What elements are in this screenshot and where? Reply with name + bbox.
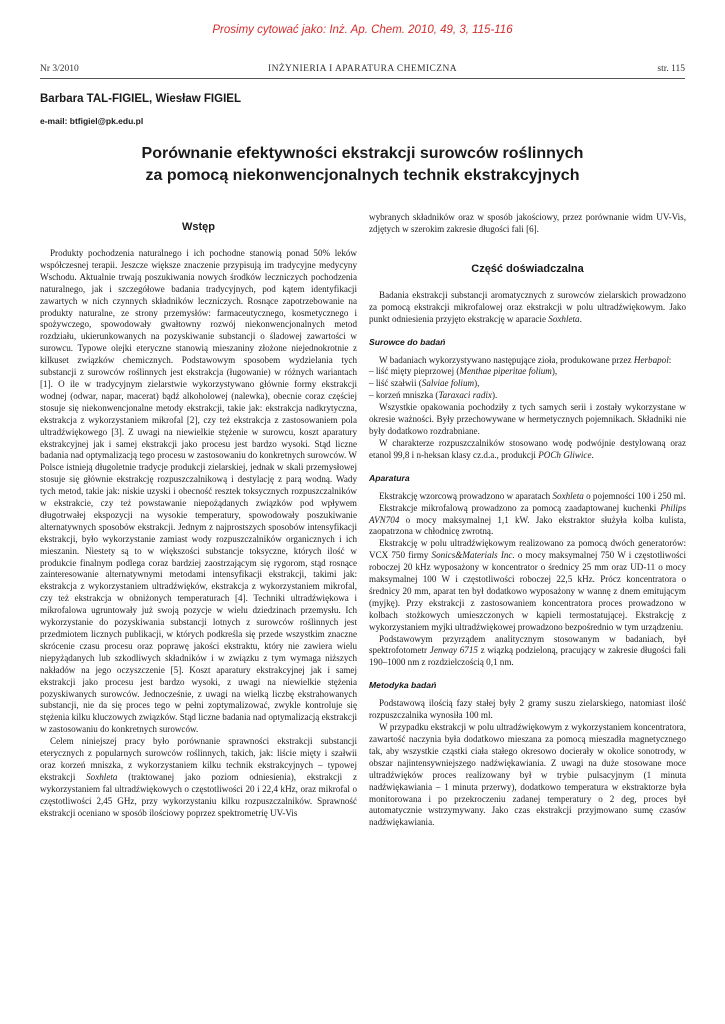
methodology-paragraph-1: Podstawową ilością fazy stałej były 2 gramy suszu zielarskiego, natomiast ilość rozpuszczalnika wynosiła 100 ml. bbox=[369, 698, 686, 721]
list-item: – liść szałwii (Salviae folium), bbox=[369, 378, 480, 389]
apparatus-paragraph-1: Ekstrakcję wzorcową prowadzono w aparatach Soxhleta o pojemności 100 i 250 ml. bbox=[379, 490, 686, 501]
author-email[interactable]: e-mail: btfigiel@pk.edu.pl bbox=[40, 116, 144, 126]
apparatus-paragraph-2: Ekstrakcje mikrofalową prowadzono za pomocą zaadaptowanej kuchenki Philips AVN704 o mocy maksymalnej 1,1 kW. Jako ekstraktor służyła kolba kulista, zaopatrzona w chłodnicę zwrotną. bbox=[369, 502, 686, 537]
subheading-materials: Surowce do badań bbox=[369, 336, 446, 347]
page-number: str. 115 bbox=[657, 64, 685, 74]
list-item: – korzeń mniszka (Taraxaci radix). bbox=[369, 390, 498, 401]
citation-note: Prosimy cytować jako: Inż. Ap. Chem. 2010, 49, 3, 115-116 bbox=[212, 24, 513, 36]
running-header bbox=[40, 64, 685, 78]
left-column bbox=[40, 212, 357, 820]
apparatus-paragraph-4: Podstawowym przyrządem analitycznym stosowanym w badaniach, był spektrofotometr Jenway 6715 z wiązką podzieloną, pracujący w zakresie długości fali 190–1000 nm z rozdzielczością 0,1 nm. bbox=[369, 633, 687, 668]
soxhlet-term: Soxhleta bbox=[86, 771, 118, 782]
experimental-paragraph: Badania ekstrakcji substancji aromatycznych z surowców zielarskich prowadzono za pomocą ekstrakcji mikrofalowej oraz ekstrakcji w polu ultradźwiękowym. Jako punkt odniesienia przyjęto ekstrakcję w aparacie Soxhleta. bbox=[369, 289, 686, 324]
subheading-methodology: Metodyka badań bbox=[369, 680, 437, 691]
authors: Barbara TAL-FIGIEL, Wiesław FIGIEL bbox=[40, 93, 241, 105]
producer-name: Herbapol bbox=[633, 354, 669, 365]
packaging-paragraph: Wszystkie opakowania pochodziły z tych samych serii i zostały wykorzystane w okresie ważności. Były przechowywane w hermetycznych pojemnikach. Składniki nie były dodatkowo rozdrabniane. bbox=[369, 402, 686, 436]
continued-paragraph: wybranych składników oraz w sposób jakościowy, przez porównanie widm UV-Vis, zdjętych w szerokim zakresie długości fali [6]. bbox=[369, 212, 686, 234]
intro-paragraph-2: Celem niniejszej pracy było porównanie sprawności ekstrakcji substancji eterycznych z popularnych surowców roślinnych, takich, jak: liście mięty i szałwii oraz korzeń mniszka, z wykorzystaniem kilku technik ekstrakcyjnych – typowej ekstrakcji Soxhleta (traktowanej jako poziom odniesienia), ekstrakcji z wykorzystaniem fal ultradźwiękowych o częstotliwości 20 i 22,4 kHz, oraz mikrofal o częstotliwości 2,45 GHz, przy wykorzystaniu kilku rozpuszczalników. Sprawność ekstrakcji oceniano w sposób ilościowy poprzez spektrometrię UV-Vis bbox=[40, 736, 357, 818]
soxhlet-term: Soxhleta bbox=[548, 313, 580, 324]
title-line-1: Porównanie efektywności ekstrakcji surowców roślinnych bbox=[141, 145, 584, 162]
header-rule bbox=[40, 78, 685, 79]
subheading-apparatus: Aparatura bbox=[369, 472, 410, 483]
solvents-paragraph: W charakterze rozpuszczalników stosowano wodę podwójnie destylowaną oraz etanol 99,8 i n-heksan klasy cz.d.a., produkcji POCh Gliwice. bbox=[369, 437, 686, 460]
supplier-name: POCh Gliwice bbox=[538, 449, 592, 460]
materials-intro: W badaniach wykorzystywano następujące zioła, produkowane przez Herbapol: bbox=[379, 354, 672, 365]
methodology-paragraph-2: W przypadku ekstrakcji w polu ultradźwiękowym z wykorzystaniem koncentratora, zawartość naczynia była dodatkowo mieszana za pomocą mieszadła magnetycznego tak, aby wszystkie cząstki ciała stałego okresowo docierały w okolice sonotrody, w obszar najintensywniejszego nadźwiękawiania. Z uwagi na duże stosowane moce ultradźwięków proces realizowany był w trybie pulsacyjnym (1 minuta nadźwiękawiania – 1 minuta przerwy), dodatkowo temperatura w ekstraktorze była monitorowana i po przekroczeniu zadanej temperatury o 2 deg, proces był automatycznie wstrzymywany. Jako czas ekstrakcji przyjmowano sumę czasów nadźwiękawiania. bbox=[369, 722, 686, 828]
herb-list bbox=[369, 366, 686, 402]
section-heading-introduction: Wstęp bbox=[182, 221, 215, 233]
journal-name: INŻYNIERIA I APARATURA CHEMICZNA bbox=[268, 64, 457, 74]
apparatus-paragraph-3: Ekstrakcję w polu ultradźwiękowym realizowano za pomocą dwóch generatorów: VCX 750 firmy Sonics&Materials Inc. o mocy maksymalnej 750 W i częstotliwości roboczej 20 kHz wyposażony w koncentrator o średnicy 25 mm oraz UD-11 o mocy maksymalnej 100 W i częstotliwości roboczej 22,5 kHz. Prócz koncentratora o średnicy 20 mm, aparat ten był dodatkowo wyposażony w wannę z dnem emitującym (myjkę). Przy ekstrakcji z zastosowaniem koncentratora proces prowadzono w kolbach stożkowych umieszczonych w kąpieli termostatującej. Ekstrakcję z wykorzystaniem myjki ultradźwiękowej prowadzono bezpośrednio w tym urządzeniu. bbox=[369, 538, 686, 632]
list-item: – liść mięty pieprzowej (Menthae piperitae folium), bbox=[369, 366, 558, 377]
title-line-2: za pomocą niekonwencjonalnych technik ekstrakcyjnych bbox=[145, 167, 580, 184]
paper-title bbox=[60, 143, 665, 187]
section-heading-experimental: Część doświadczalna bbox=[471, 262, 584, 275]
right-column bbox=[369, 212, 686, 829]
intro-paragraph-1: Produkty pochodzenia naturalnego i ich pochodne stanowią ponad 50% leków współczesnej terapii. Jeszcze większe znaczenie przypisują im tradycyjne medycyny Wschodu. Aktualnie trwają poszukiwania nowych środków leczniczych pochodzenia naturalnego, jak i szczegółowe badania tradycyjnych, pod kątem identyfikacji zawartych w nich czynnych składników leczniczych. Rosnące zapotrzebowanie na produkty naturalne, ze strony przemysłów: farmaceutycznego, kosmetycznego i spożywczego, spowodowały gwałtowny rozwój niekonwencjonalnych metod rozdziału, ukierunkowanych na pozyskiwanie substancji o śladowej zawartości w surowcu. Typowe olejki eteryczne stanowią mieszaniny złożone niejednokrotnie z kilkuset związków chemicznych. Podstawowym sposobem wydzielania tych substancji z surowców roślinnych jest ekstrakcja (ługowanie) w różnych wariantach [1]. O ile w tradycyjnym zielarstwie wykorzystywano głównie formy ekstrakcji wodnej (odwar, napar, macerat) bądź alkoholowej (nalewka), obecnie coraz częściej stosuje się niekonwencjonalne metody ekstrakcji, takie jak: ekstrakcja nadkrytyczna, ekstrakcja z wykorzystaniem mikrofal [2], czy też ekstrakcja z zastosowaniem pola ultradźwiękowego [3]. Z uwagi na niewielkie stężenie w surowcu, koszt aparatury ekstrakcyjnej jak i samej ekstrakcji jako procesu jest bardzo wysoki. Stąd liczne badania nad optymalizacją tego procesu w zastosowaniu do konkretnych surowców. W Polsce istnieją długoletnie tradycje produkcji zielarskiej, jednak w skali przemysłowej stosuje się głównie ekstrakcję rozpuszczalnikową i destylację z parą wodną. Wady tych metod, takie jak: niskie uzyski i obecność resztek toksycznych rozpuszczalników w ekstrakcie, czy też powstawanie niepożądanych związków pod wpływem długotrwałej ekspozycji na wysokie temperatury, spowodowały poszukiwanie alternatywnych sposobów ekstrakcji. Jednym z najprostszych sposobów intensyfikacji ekstrakcji, było wykorzystanie zamiast wody rozpuszczalników organicznych i ich mieszanin. Niestety są to w większości substancje toksyczne, których ilość w produkcie finalnym podlega coraz bardziej zaostrzającym się rygorom, stąd rosnące zainteresowanie alternatywnymi metodami intensyfikacji ekstrakcji, takimi jak: ekstrakcja z wykorzystaniem ultradźwięków, ekstrakcja z wykorzystaniem mikrofal, czy też ekstrakcja w obniżonych temperaturach [4]. Techniki ultradźwiękowa i mikrofalowa ugruntowały już swoją pozycje w wielu dziedzinach przemysłu. Ich wykorzystanie do pozyskiwania substancji lotnych z surowców roślinnych jest przedmiotem licznych publikacji, w których podkreśla się przede wszystkim znaczne skrócenie czasu procesu oraz poprawę jakości ekstraktu, który nie zawiera wielu niepyżądanych lub szkodliwych składników i w związku z tym wymaga niższych nakładów na jego oczyszczenie [5]. Koszt aparatury ekstrakcyjnej jak i samej ekstrakcji jako procesu jest bardzo wysoki, z uwagi na niewielkie stężenia pozyskiwanych surowców. Jednocześnie, z uwagi na wielką liczbę ekstrahowanych substancji, nie da się proces tego w pełni zoptymalizować, zwykle kontroluje się stężenia kilku kluczowych związków. Stąd liczne badania nad optymalizacją ekstrakcji w zastosowaniu do konkretnych surowców. bbox=[40, 248, 357, 735]
issue-number: Nr 3/2010 bbox=[40, 64, 79, 74]
